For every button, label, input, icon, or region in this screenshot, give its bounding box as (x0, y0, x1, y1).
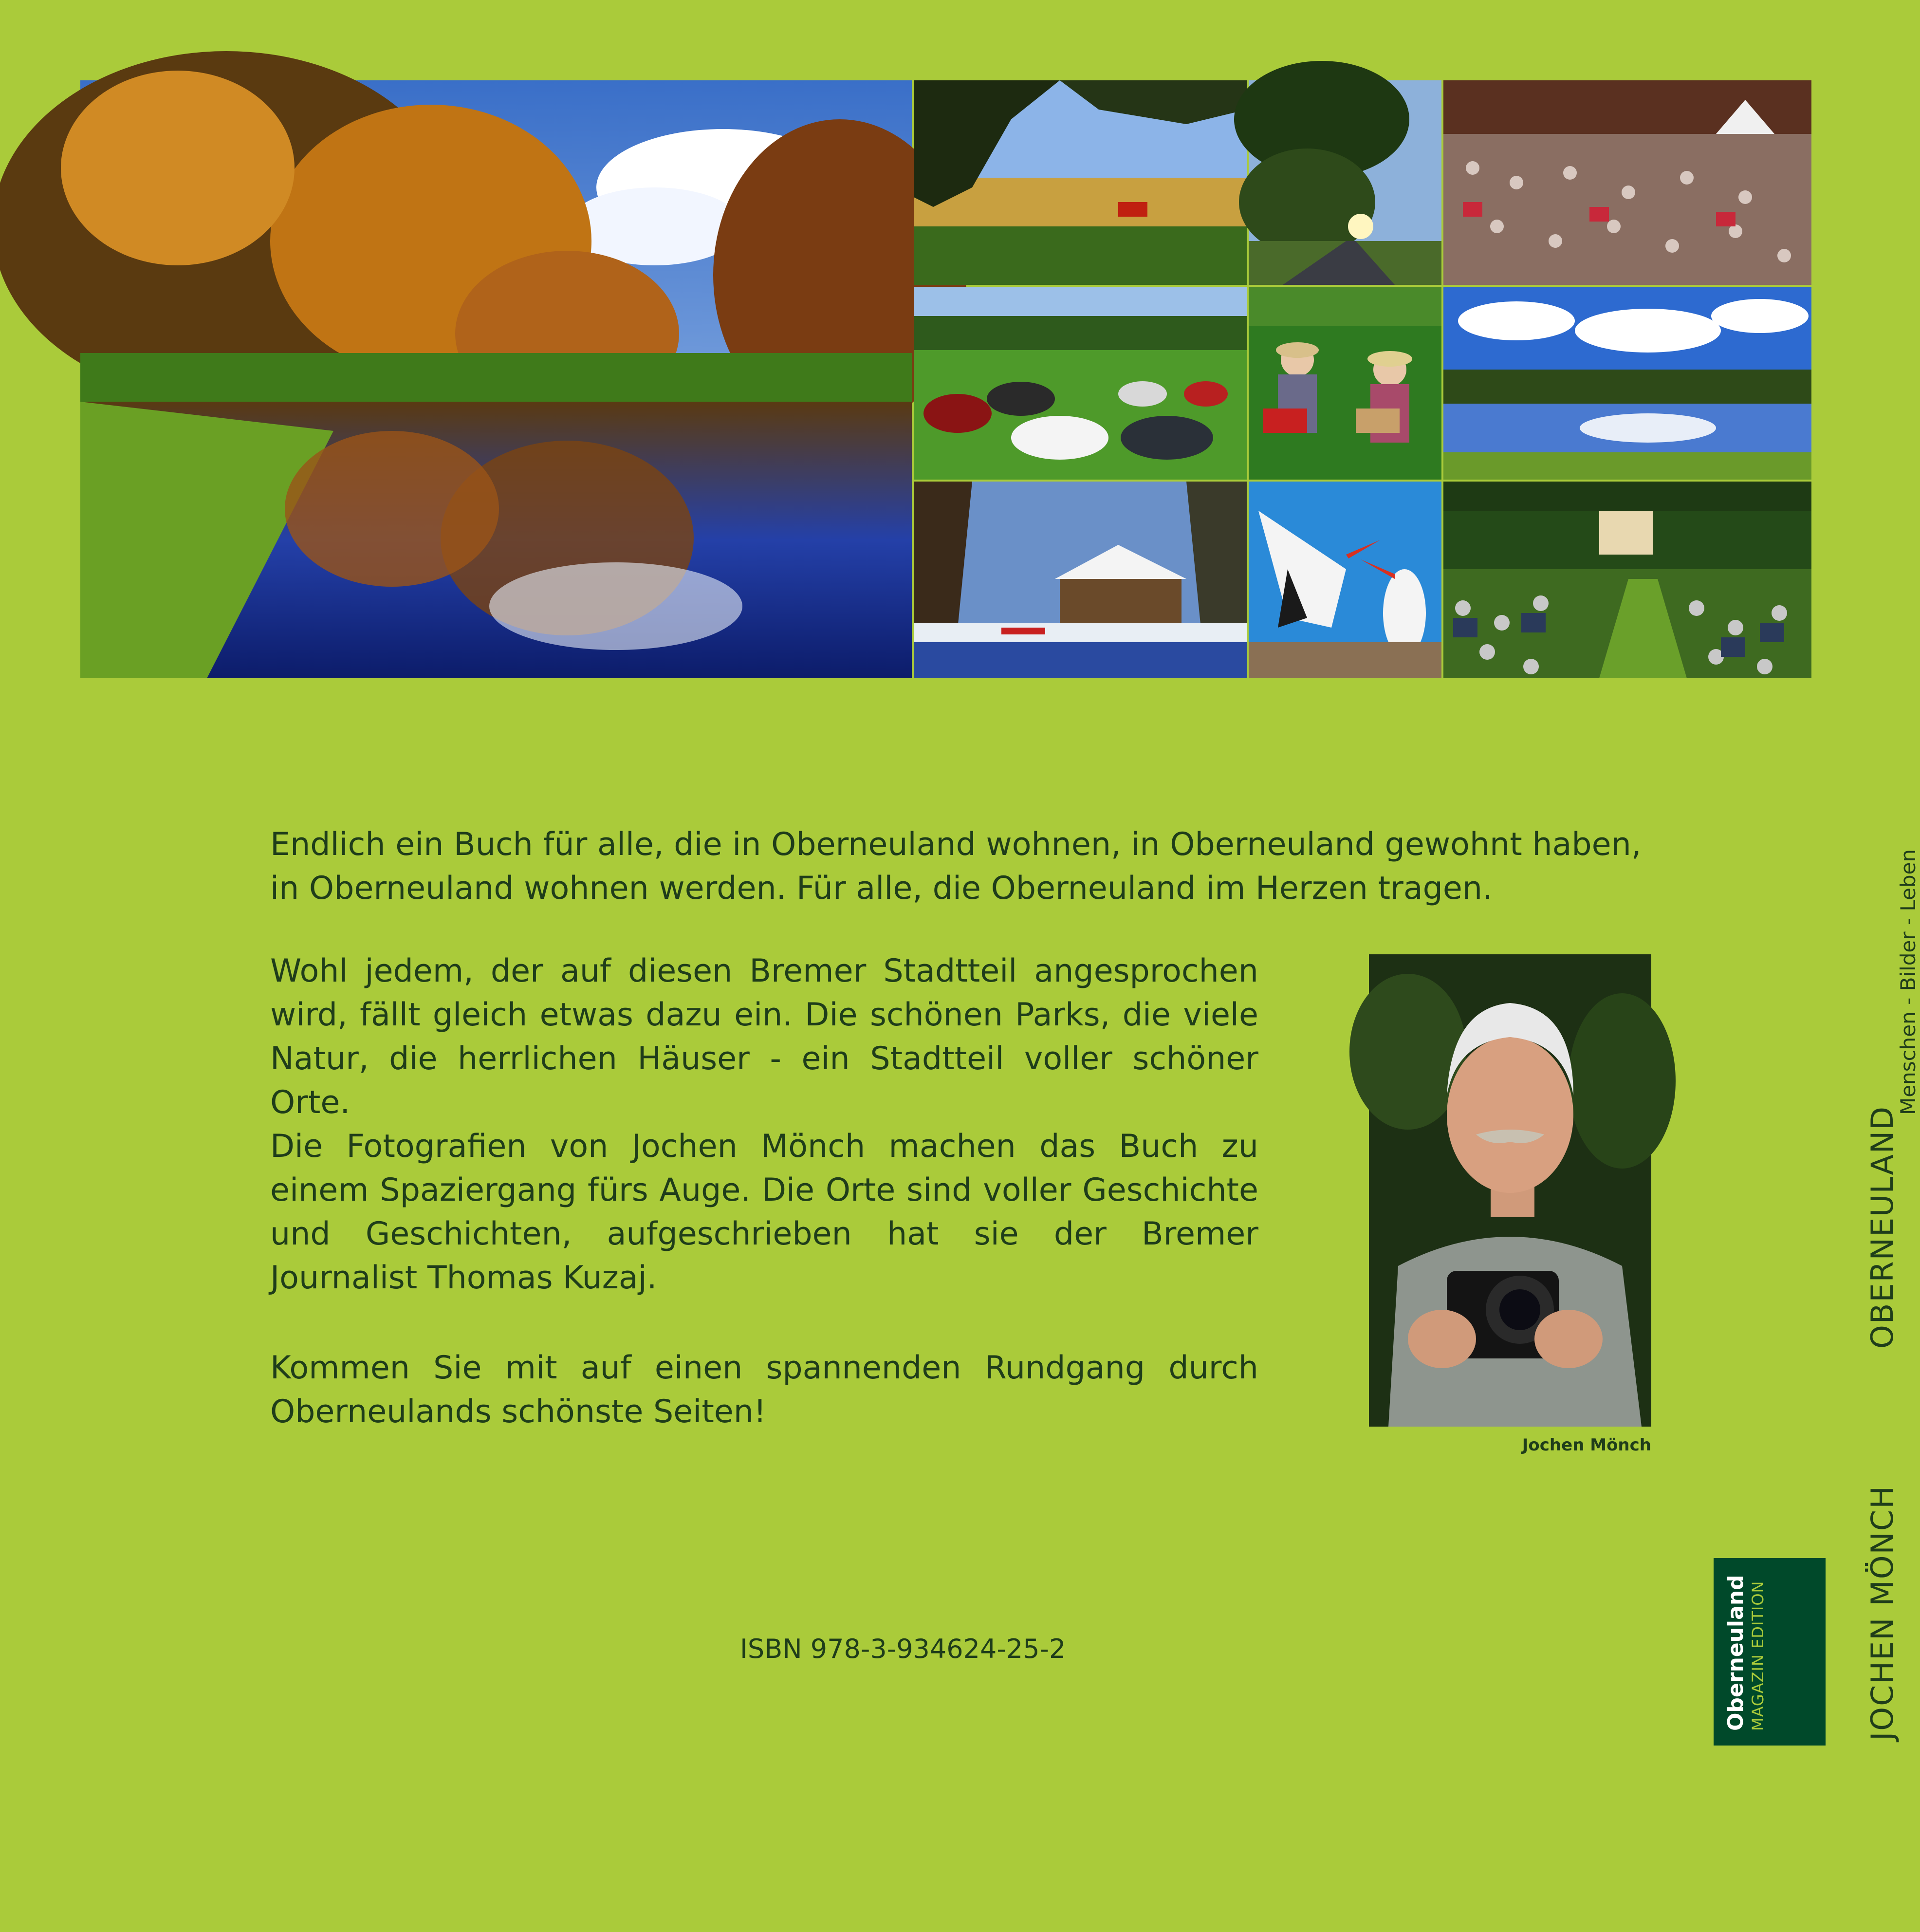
photo-collage (80, 80, 1811, 678)
photo-sunset-road (1249, 80, 1441, 285)
photo-strawberry-pickers (1249, 287, 1441, 480)
photo-vintage-cars (914, 287, 1247, 480)
photo-harvest-field (914, 80, 1247, 285)
photo-autumn-pond (80, 80, 912, 678)
publisher-logo-edition: MAGAZIN EDITION (1749, 1580, 1767, 1731)
paragraph-rundgang: Kommen Sie mit auf einen spannenden Rundgang durch Oberneulands schönste Seiten! (270, 1350, 1258, 1430)
isbn: ISBN 978-3-934624-25-2 (740, 1634, 1066, 1664)
paragraph-stadtteil: Wohl jedem, der auf diesen Bremer Stadtteil angesprochen wird, fällt gleich etwas dazu ein. Die schönen Parks, die viele Natur, die herrlichen Häuser - ein Stadtteil voller schöner Orte. (270, 953, 1258, 1121)
author-portrait (1369, 954, 1651, 1427)
spine-author: JOCHEN MÖNCH (1865, 1485, 1900, 1741)
photo-storks (1249, 482, 1441, 678)
spine-subtitle: Menschen - Bilder - Leben (1896, 849, 1920, 1115)
photo-garden-theater (1443, 482, 1811, 678)
publisher-logo-name: Oberneuland (1723, 1575, 1748, 1731)
spine-title: OBERNEULAND (1865, 1105, 1900, 1349)
paragraph-fotografien: Die Fotografien von Jochen Mönch machen das Buch zu einem Spaziergang fürs Auge. Die Orte sind voller Geschichte und Geschichten, aufgeschrieben hat sie der Bremer Journalist Thomas Kuzaj. (270, 1128, 1258, 1296)
portrait-caption: Jochen Mönch (1522, 1435, 1651, 1455)
photo-winter-house (914, 482, 1247, 678)
intro-paragraph: Endlich ein Buch für alle, die in Oberneuland wohnen, in Oberneuland gewohnt haben, in Oberneuland wohnen werden. Für alle, die Oberneuland im Herzen tragen. (270, 826, 1642, 907)
photo-crowd-festival (1443, 80, 1811, 285)
photo-park-lake (1443, 287, 1811, 480)
